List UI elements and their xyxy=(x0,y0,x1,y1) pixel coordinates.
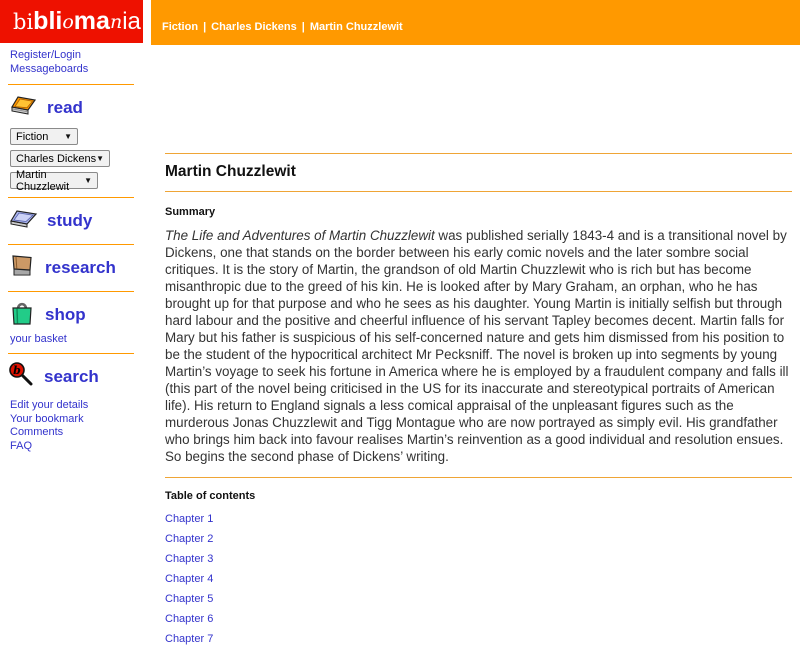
sidebar-bottom-links xyxy=(10,399,160,453)
sidebar-divider xyxy=(8,244,134,245)
faq-link[interactable]: FAQ xyxy=(10,439,33,452)
sidebar-item-shop[interactable] xyxy=(8,299,160,331)
sidebar-divider xyxy=(8,84,134,85)
sidebar-divider xyxy=(8,353,134,354)
sidebar-item-label: research xyxy=(45,257,116,277)
logo-text: n xyxy=(109,10,123,33)
breadcrumb-link-author[interactable]: Charles Dickens xyxy=(211,21,297,33)
sidebar-item-read[interactable] xyxy=(8,92,160,123)
category-select[interactable] xyxy=(10,128,78,145)
sidebar-divider xyxy=(8,291,134,292)
book-stack-icon xyxy=(8,252,36,283)
sidebar-item-search[interactable] xyxy=(8,361,160,393)
book-title-italic: The Life and Adventures of Martin Chuzzlewit xyxy=(165,228,435,243)
chapter-link-7[interactable]: Chapter 7 xyxy=(165,633,214,645)
logo-text: ia xyxy=(122,7,141,35)
comments-link[interactable]: Comments xyxy=(10,426,64,438)
open-book-icon xyxy=(8,205,38,236)
title-select[interactable] xyxy=(10,168,98,193)
sidebar-item-label: shop xyxy=(45,305,86,324)
sidebar-divider xyxy=(8,197,134,198)
chapter-link-2[interactable]: Chapter 2 xyxy=(165,533,214,545)
table-of-contents xyxy=(165,514,792,645)
header-gap xyxy=(143,0,151,45)
breadcrumb-separator: | xyxy=(301,21,305,33)
shopping-bag-icon xyxy=(8,299,36,331)
main-content xyxy=(160,45,800,654)
header-breadcrumb-bar xyxy=(151,0,800,45)
select-value: Fiction xyxy=(16,130,49,143)
chapter-link-4[interactable]: Chapter 4 xyxy=(165,573,214,585)
author-select[interactable] xyxy=(10,150,110,167)
page-title: Martin Chuzzlewit xyxy=(165,163,296,180)
sidebar-item-study[interactable] xyxy=(8,205,160,236)
bookmark-link[interactable]: Your bookmark xyxy=(10,412,84,425)
content-divider xyxy=(165,477,792,478)
bibliomania-logo xyxy=(0,0,143,43)
logo-text: bli xyxy=(33,7,63,35)
svg-text:b: b xyxy=(13,364,21,377)
select-value: Martin Chuzzlewit xyxy=(16,168,70,193)
sidebar-top-links xyxy=(10,49,160,76)
sidebar xyxy=(0,45,160,453)
magnifier-icon xyxy=(8,361,35,393)
content-divider xyxy=(165,153,792,154)
logo-text: ma xyxy=(73,7,110,35)
sidebar-selects xyxy=(10,128,160,193)
closed-book-icon xyxy=(8,92,38,123)
sidebar-item-research[interactable] xyxy=(8,252,160,283)
register-login-link[interactable]: Register/Login xyxy=(10,49,81,61)
messageboards-link[interactable]: Messageboards xyxy=(10,62,89,75)
breadcrumb xyxy=(151,21,403,33)
toc-heading: Table of contents xyxy=(165,490,256,502)
breadcrumb-link-fiction[interactable]: Fiction xyxy=(162,21,199,33)
chevron-down-icon: ▼ xyxy=(96,154,104,163)
chevron-down-icon: ▼ xyxy=(64,132,72,141)
top-header xyxy=(0,0,800,45)
chapter-link-1[interactable]: Chapter 1 xyxy=(165,513,214,525)
sidebar-item-label: study xyxy=(47,210,93,230)
summary-text: was published serially 1843-4 and is a transitional novel by Dickens, one that stands on the border between his early comic novels and the later sombre social critiques. It is the story of Martin, the grandson of old Martin Chuzzlewit who is rich but has become misanthropic due to the greed of his kin. He is looked after by Mary Graham, an orphan, who he has brought up for that purpose and who he sees as his daughter. Young Martin is initially selfish but through hard labour and the positive and cheerful influence of his servant Tapley becomes decent. Martin falls for Mary but his father is suspicious of his self-concerned nature and gets him dismissed from his position to be the student of the hypocritical architect Mr Pecksniff. The novel is broken up into segments by young Martin’s voyage to seek his fortune in America where he is employed by a fraudulent company and falls ill (this part of the novel being criticised in the US for its inaccurate and stereotypical portraits of American life). His return to England signals a less comical appraisal of the unpleasant figures such as the murderous Jonas Chuzzlewit and Tigg Montague who are now portrayed as simply evil. His grandfather who brings him back into favour realises Martin’s reinvention as a good individual and resolution ensues. So begins the second phase of Dickens’ writing. xyxy=(165,228,789,464)
logo-text: o xyxy=(62,10,74,33)
breadcrumb-separator: | xyxy=(203,21,207,33)
sidebar-item-label: read xyxy=(47,97,83,117)
chapter-link-3[interactable]: Chapter 3 xyxy=(165,553,214,565)
sidebar-item-label: search xyxy=(44,367,99,386)
edit-details-link[interactable]: Edit your details xyxy=(10,399,89,411)
chevron-down-icon: ▼ xyxy=(84,176,92,185)
chapter-link-5[interactable]: Chapter 5 xyxy=(165,593,214,605)
breadcrumb-link-title[interactable]: Martin Chuzzlewit xyxy=(309,21,403,33)
your-basket-link[interactable]: your basket xyxy=(10,333,67,345)
content-divider xyxy=(165,191,792,192)
summary-paragraph xyxy=(165,227,792,465)
logo-text: bi xyxy=(13,9,34,34)
select-value: Charles Dickens xyxy=(16,152,97,165)
chapter-link-6[interactable]: Chapter 6 xyxy=(165,613,214,625)
summary-heading: Summary xyxy=(165,206,216,218)
